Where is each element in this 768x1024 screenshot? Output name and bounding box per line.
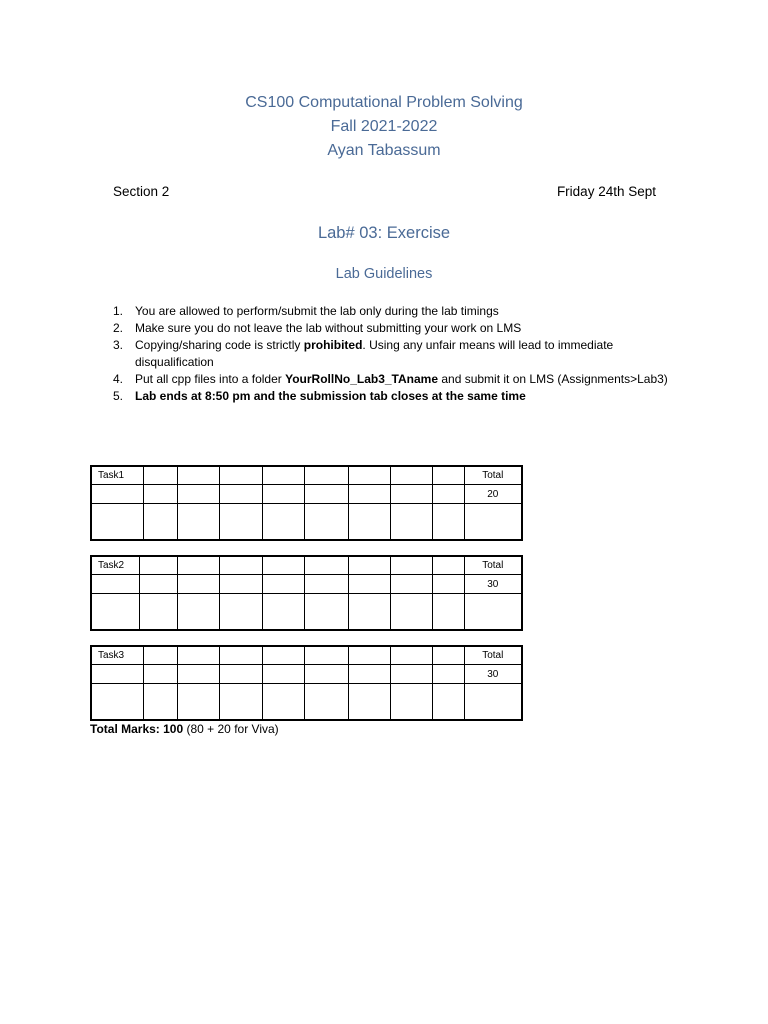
term: Fall 2021-2022 <box>330 118 438 135</box>
mark-cell <box>432 665 464 684</box>
mark-cell <box>91 684 143 721</box>
total-marks-detail: (80 + 20 for Viva) <box>183 722 279 736</box>
mark-cell <box>432 485 464 504</box>
total-marks-label: Total Marks: 100 <box>90 722 184 736</box>
mark-cell <box>304 594 348 631</box>
mark-cell <box>262 594 304 631</box>
mark-cell <box>91 665 143 684</box>
mark-cell <box>348 466 390 485</box>
course-title: CS100 Computational Problem Solving <box>245 94 523 111</box>
task3-marks-table <box>90 645 523 721</box>
mark-cell <box>432 504 464 541</box>
mark-cell <box>143 646 177 665</box>
mark-cell <box>139 594 177 631</box>
mark-cell <box>464 684 522 721</box>
mark-cell <box>219 466 262 485</box>
task-name: Task2 <box>91 556 139 575</box>
mark-cell <box>432 466 464 485</box>
mark-cell <box>304 646 348 665</box>
instructor-name: Ayan Tabassum <box>327 142 441 159</box>
mark-cell <box>91 575 139 594</box>
mark-cell <box>139 556 177 575</box>
mark-cell <box>304 504 348 541</box>
mark-cell <box>219 575 262 594</box>
mark-cell <box>219 485 262 504</box>
guideline-item: 2. Make sure you do not leave the lab without submitting your work on LMS <box>113 321 522 335</box>
task-name: Task1 <box>91 466 143 485</box>
mark-cell <box>390 646 432 665</box>
mark-cell <box>348 485 390 504</box>
mark-cell <box>304 665 348 684</box>
section-label: Section 2 <box>113 184 170 199</box>
mark-cell <box>262 665 304 684</box>
mark-cell <box>177 466 219 485</box>
mark-cell <box>304 466 348 485</box>
mark-cell <box>91 504 143 541</box>
mark-cell <box>177 684 219 721</box>
mark-cell <box>219 665 262 684</box>
mark-cell <box>262 646 304 665</box>
mark-cell <box>139 575 177 594</box>
mark-cell <box>348 665 390 684</box>
total-value: 30 <box>464 665 522 684</box>
mark-cell <box>390 466 432 485</box>
mark-cell <box>219 684 262 721</box>
mark-cell <box>464 594 522 631</box>
guidelines-heading: Lab Guidelines <box>335 266 433 282</box>
mark-cell <box>390 556 432 575</box>
mark-cell <box>390 575 432 594</box>
mark-cell <box>262 504 304 541</box>
mark-cell <box>177 594 219 631</box>
mark-cell <box>432 594 464 631</box>
lab-date: Friday 24th Sept <box>556 184 656 199</box>
mark-cell <box>432 684 464 721</box>
mark-cell <box>91 485 143 504</box>
mark-cell <box>304 485 348 504</box>
total-marks <box>90 722 279 736</box>
guidelines-list <box>113 303 673 405</box>
mark-cell <box>390 684 432 721</box>
mark-cell <box>219 646 262 665</box>
mark-cell <box>432 575 464 594</box>
mark-cell <box>177 556 219 575</box>
total-value: 20 <box>464 485 522 504</box>
mark-cell <box>304 556 348 575</box>
guideline-item: 1. You are allowed to perform/submit the lab only during the lab timings <box>113 304 499 318</box>
mark-cell <box>143 504 177 541</box>
task-name: Task3 <box>91 646 143 665</box>
mark-cell <box>432 646 464 665</box>
guideline-item: 4. Put all cpp files into a folder YourRollNo_Lab3_TAname and submit it on LMS (Assignments>Lab3) <box>113 372 668 386</box>
mark-cell <box>219 504 262 541</box>
mark-cell <box>262 485 304 504</box>
mark-cell <box>390 504 432 541</box>
mark-cell <box>304 575 348 594</box>
mark-cell <box>177 485 219 504</box>
mark-cell <box>177 504 219 541</box>
mark-cell <box>348 684 390 721</box>
lab-title: Lab# 03: Exercise <box>317 224 451 242</box>
mark-cell <box>464 504 522 541</box>
mark-cell <box>348 575 390 594</box>
total-label: Total <box>464 466 522 485</box>
mark-cell <box>348 504 390 541</box>
guideline-item: 3. Copying/sharing code is strictly prohibited. Using any unfair means will lead to immediate disqualification <box>113 338 614 369</box>
mark-cell <box>348 646 390 665</box>
mark-cell <box>177 665 219 684</box>
mark-cell <box>348 556 390 575</box>
mark-cell <box>143 466 177 485</box>
mark-cell <box>219 556 262 575</box>
mark-cell <box>262 466 304 485</box>
mark-cell <box>390 665 432 684</box>
mark-cell <box>348 594 390 631</box>
task2-marks-table <box>90 555 523 631</box>
mark-cell <box>262 575 304 594</box>
mark-cell <box>219 594 262 631</box>
document-header <box>0 91 768 163</box>
mark-cell <box>177 646 219 665</box>
guideline-item: 5. Lab ends at 8:50 pm and the submission tab closes at the same time <box>113 389 526 403</box>
total-label: Total <box>464 556 522 575</box>
total-label: Total <box>464 646 522 665</box>
mark-cell <box>262 556 304 575</box>
total-value: 30 <box>464 575 522 594</box>
mark-cell <box>177 575 219 594</box>
mark-cell <box>143 684 177 721</box>
mark-cell <box>390 485 432 504</box>
mark-cell <box>143 665 177 684</box>
mark-cell <box>390 594 432 631</box>
mark-cell <box>143 485 177 504</box>
mark-cell <box>262 684 304 721</box>
mark-cell <box>304 684 348 721</box>
mark-cell <box>432 556 464 575</box>
mark-cell <box>91 594 139 631</box>
task1-marks-table <box>90 465 523 541</box>
